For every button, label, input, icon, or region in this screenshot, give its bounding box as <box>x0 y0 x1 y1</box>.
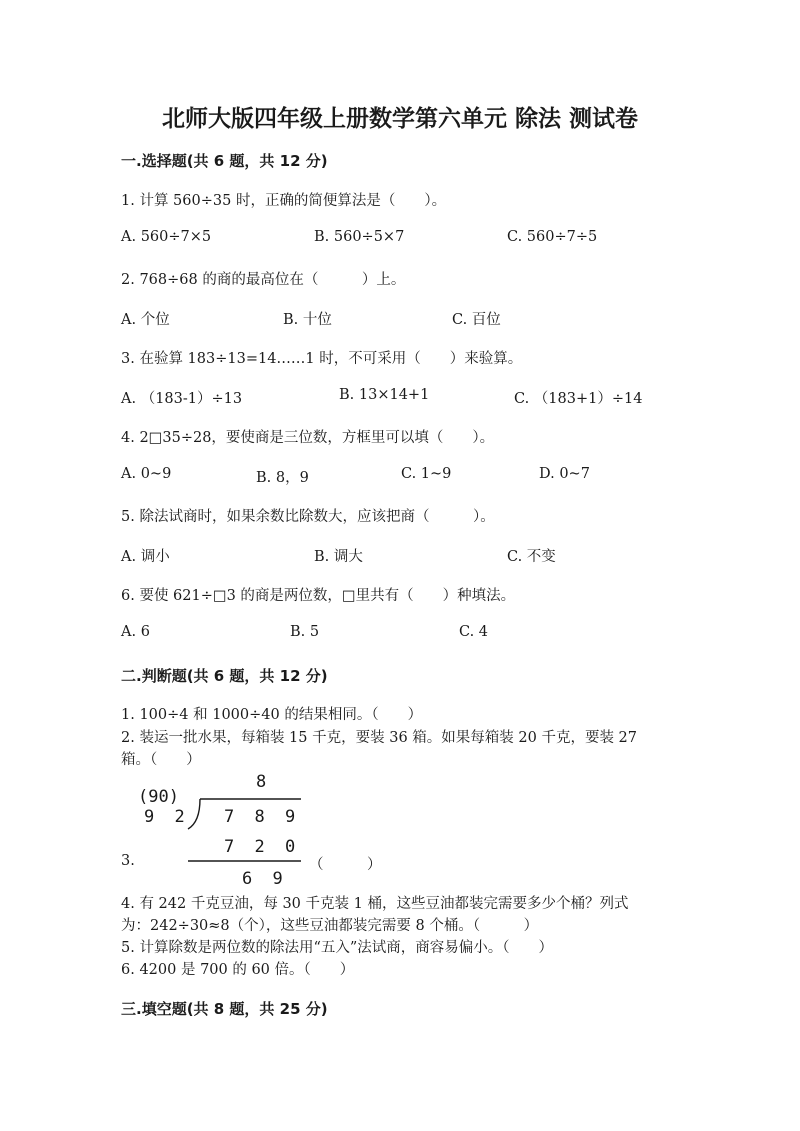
judge-question-3-paren: （ ） <box>309 857 382 873</box>
judge-question-4-line1: 4. 有 242 千克豆油，每 30 千克装 1 桶，这些豆油都装完需要多少个桶？列式 <box>121 896 629 912</box>
page-title: 北师大版四年级上册数学第六单元 除法 测试卷 <box>161 106 638 132</box>
question-3: 3. 在验算 183÷13=14……1 时，不可采用（ ）来验算。 <box>121 351 523 367</box>
option-4b: B. 8，9 <box>256 470 309 486</box>
option-2c: C. 百位 <box>452 312 501 328</box>
judge-question-2-line2: 箱。（ ） <box>121 752 201 768</box>
judge-question-6: 6. 4200 是 700 的 60 倍。（ ） <box>121 962 355 978</box>
question-2: 2. 768÷68 的商的最高位在（ ）上。 <box>121 272 406 288</box>
option-4c: C. 1~9 <box>401 466 452 482</box>
judge-question-4-line2: 为：242÷30≈8（个），这些豆油都装完需要 8 个桶。（ ） <box>121 918 539 934</box>
option-2b: B. 十位 <box>283 312 332 328</box>
division-quotient: 8 <box>256 772 272 792</box>
section-heading-fill: 三.填空题(共 8 题，共 25 分) <box>121 1000 328 1018</box>
judge-question-2-line1: 2. 装运一批水果，每箱装 15 千克，要装 36 箱。如果每箱装 20 千克，要装 27 <box>121 730 638 746</box>
option-6a: A. 6 <box>121 624 150 640</box>
option-1a: A. 560÷7×5 <box>121 229 212 245</box>
option-3c: C. （183+1）÷14 <box>514 391 643 407</box>
option-5a: A. 调小 <box>121 549 170 565</box>
option-6c: C. 4 <box>459 624 489 640</box>
option-5c: C. 不变 <box>507 549 556 565</box>
division-dividend: 7 8 9 <box>224 807 301 827</box>
option-4a: A. 0~9 <box>121 466 172 482</box>
judge-question-1: 1. 100÷4 和 1000÷40 的结果相同。（ ） <box>121 707 423 723</box>
option-1b: B. 560÷5×7 <box>314 229 405 245</box>
option-2a: A. 个位 <box>121 312 170 328</box>
long-division-figure <box>138 772 308 890</box>
option-3a: A. （183-1）÷13 <box>121 391 243 407</box>
question-1: 1. 计算 560÷35 时，正确的简便算法是（ ）。 <box>121 193 447 209</box>
option-6b: B. 5 <box>290 624 320 640</box>
division-remainder: 6 9 <box>242 869 288 889</box>
section-heading-choice: 一.选择题(共 6 题，共 12 分) <box>121 152 328 170</box>
option-5b: B. 调大 <box>314 549 363 565</box>
judge-question-3-number: 3. <box>121 853 135 869</box>
question-5: 5. 除法试商时，如果余数比除数大，应该把商（ ）。 <box>121 509 495 525</box>
option-3b: B. 13×14+1 <box>339 387 430 403</box>
division-bracket <box>138 772 308 890</box>
judge-question-5: 5. 计算除数是两位数的除法用“五入”法试商，商容易偏小。（ ） <box>121 940 554 956</box>
division-divisor: 9 2 <box>144 807 190 827</box>
option-1c: C. 560÷7÷5 <box>507 229 598 245</box>
question-6: 6. 要使 621÷□3 的商是两位数，□里共有（ ）种填法。 <box>121 588 516 604</box>
question-4: 4. 2□35÷28，要使商是三位数，方框里可以填（ ）。 <box>121 430 495 446</box>
section-heading-judge: 二.判断题(共 6 题，共 12 分) <box>121 667 328 685</box>
division-product: 7 2 0 <box>224 837 301 857</box>
division-corrected-divisor: (90) <box>138 787 179 807</box>
option-4d: D. 0~7 <box>539 466 590 482</box>
